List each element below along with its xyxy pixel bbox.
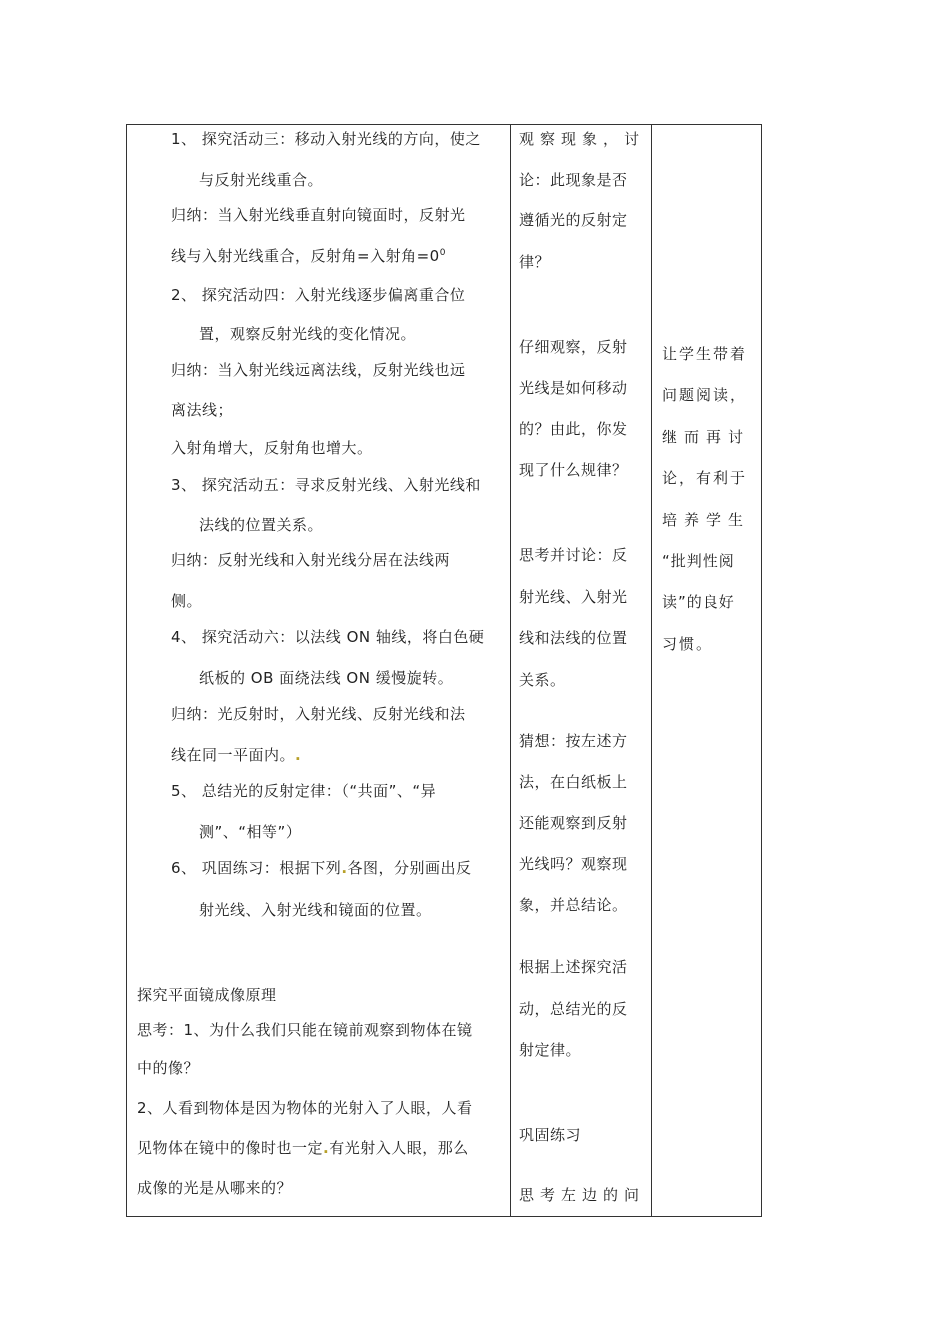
text-line: 读”的良好 bbox=[662, 593, 735, 611]
text-line: 测”、“相等”） bbox=[199, 823, 302, 841]
section-heading: 探究平面镜成像原理 bbox=[137, 986, 277, 1004]
text-line: 射光线、入射光线和镜面的位置。 bbox=[199, 901, 432, 919]
student-activity-column bbox=[511, 125, 651, 1216]
text-line: 思考左边的问 bbox=[519, 1186, 646, 1204]
text-line: 置，观察反射光线的变化情况。 bbox=[199, 325, 417, 343]
text-line: 思考并讨论：反 bbox=[519, 546, 628, 564]
text-line: 线在同一平面内。. bbox=[171, 746, 302, 764]
text-line: 成像的光是从哪来的？ bbox=[137, 1179, 293, 1197]
text-line: 仔细观察，反射 bbox=[519, 338, 628, 356]
text-line: 射定律。 bbox=[519, 1041, 582, 1059]
text-line: 6、 巩固练习：根据下列.各图，分别画出反 bbox=[171, 859, 472, 877]
text-line: 2、人看到物体是因为物体的光射入了人眼，人看 bbox=[137, 1099, 473, 1117]
text-line: 巩固练习 bbox=[519, 1126, 582, 1144]
text-line: 归纳：当入射光线远离法线，反射光线也远 bbox=[171, 361, 466, 379]
text-line: “批判性阅 bbox=[662, 552, 735, 570]
text-line: 离法线； bbox=[171, 401, 234, 419]
text-line: 归纳：反射光线和入射光线分居在法线两 bbox=[171, 551, 451, 569]
text-line: 律？ bbox=[519, 253, 551, 271]
teaching-content-column bbox=[127, 125, 510, 1216]
text-line: 问题阅读， bbox=[662, 386, 748, 404]
lesson-table bbox=[126, 124, 762, 1217]
text-line: 5、 总结光的反射定律：（“共面”、“异 bbox=[171, 782, 437, 800]
text-line: 现了什么规律？ bbox=[519, 461, 628, 479]
mark-dot: . bbox=[295, 746, 302, 764]
mark-dot: . bbox=[323, 1139, 330, 1157]
text-line: 法，在白纸板上 bbox=[519, 773, 628, 791]
text-line: 继而再讨 bbox=[662, 428, 751, 446]
text-line: 2、 探究活动四：入射光线逐步偏离重合位 bbox=[171, 286, 466, 304]
text-line: 还能观察到反射 bbox=[519, 814, 628, 832]
text-line: 象，并总结论。 bbox=[519, 896, 628, 914]
text-line: 线和法线的位置 bbox=[519, 629, 628, 647]
mark-dot: . bbox=[341, 859, 348, 877]
text-line: 入射角增大，反射角也增大。 bbox=[171, 439, 373, 457]
text-line: 观察现象，讨 bbox=[519, 130, 646, 148]
text-line: 论：此现象是否 bbox=[519, 171, 628, 189]
text-line: 1、 探究活动三：移动入射光线的方向，使之 bbox=[171, 130, 481, 148]
text-line: 论，有利于 bbox=[662, 469, 748, 487]
text-line: 光线是如何移动 bbox=[519, 379, 628, 397]
text-line: 归纳：当入射光线垂直射向镜面时，反射光 bbox=[171, 206, 466, 224]
text-line: 习惯。 bbox=[662, 635, 714, 653]
text-line: 光线吗？观察现 bbox=[519, 855, 628, 873]
text-line: 见物体在镜中的像时也一定.有光射入人眼，那么 bbox=[137, 1139, 469, 1157]
text-line: 归纳：光反射时，入射光线、反射光线和法 bbox=[171, 705, 466, 723]
text-line: 关系。 bbox=[519, 671, 566, 689]
text-line: 线与入射光线重合，反射角=入射角$=0^0$ bbox=[171, 247, 446, 265]
text-line: 猜想：按左述方 bbox=[519, 732, 628, 750]
design-intent-column bbox=[652, 125, 762, 1216]
text-line: 射光线、入射光 bbox=[519, 588, 628, 606]
text-line: 动，总结光的反 bbox=[519, 1000, 628, 1018]
text-line: 根据上述探究活 bbox=[519, 958, 628, 976]
text-line: 侧。 bbox=[171, 592, 203, 610]
text-line: 让学生带着 bbox=[662, 345, 748, 363]
text-line: 法线的位置关系。 bbox=[199, 516, 324, 534]
text-line: 遵循光的反射定 bbox=[519, 211, 628, 229]
superscript: 0 bbox=[439, 248, 446, 258]
text-line: 4、 探究活动六：以法线 ON 轴线，将白色硬 bbox=[171, 628, 485, 646]
text-line: 3、 探究活动五：寻求反射光线、入射光线和 bbox=[171, 476, 481, 494]
text-line: 中的像？ bbox=[137, 1059, 200, 1077]
text-line: 思考：1、为什么我们只能在镜前观察到物体在镜 bbox=[137, 1021, 473, 1039]
text-line: 培养学生 bbox=[662, 511, 751, 529]
text-line: 纸板的 OB 面绕法线 ON 缓慢旋转。 bbox=[199, 669, 454, 687]
text-line: 与反射光线重合。 bbox=[199, 171, 324, 189]
text-line: 的？由此，你发 bbox=[519, 420, 628, 438]
